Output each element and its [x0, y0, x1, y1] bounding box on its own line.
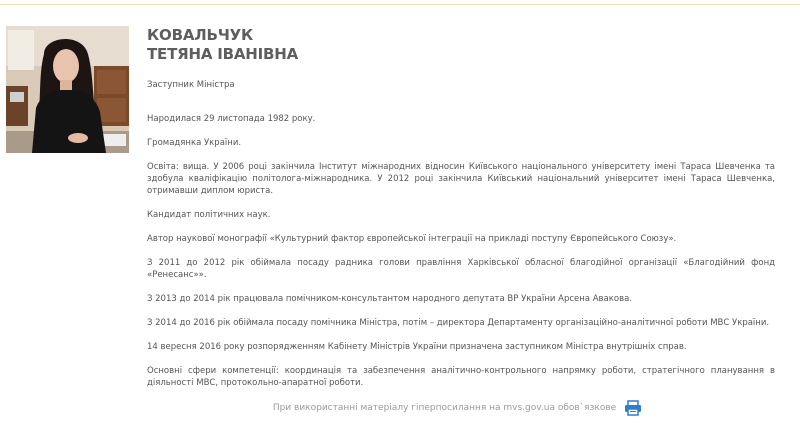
- top-divider: [0, 4, 800, 5]
- bio-paragraph: Народилася 29 листопада 1982 року.: [147, 114, 316, 124]
- portrait-photo: [6, 26, 129, 153]
- person-name: [147, 26, 775, 64]
- page-footer: [0, 400, 800, 420]
- bio-paragraph: 14 вересня 2016 року розпорядженням Кабінету Міністрів України призначена заступником Міністра внутрішніх справ.: [147, 342, 687, 352]
- person-given-names: ТЕТЯНА ІВАНІВНА: [147, 45, 298, 63]
- printer-icon[interactable]: [624, 400, 642, 416]
- biography: [147, 113, 775, 389]
- hyperlink-notice: При використанні матеріалу гіперпосилання на mvs.gov.ua обов`язкове: [272, 403, 617, 413]
- bio-paragraph: З 2011 до 2012 рік обіймала посаду радника голови правління Харківської обласної благодійної організації «Благодійний фонд «Ренесанс»».: [147, 258, 775, 280]
- bio-paragraph: Автор наукової монографії «Культурний фактор європейської інтеграції на прикладі поступу Європейського Союзу».: [147, 234, 677, 244]
- bio-paragraph: З 2013 до 2014 рік працювала помічником-консультантом народного депутата ВР України Арсена Авакова.: [147, 294, 632, 304]
- person-surname: КОВАЛЬЧУК: [147, 26, 254, 44]
- bio-paragraph: Громадянка України.: [147, 138, 242, 148]
- bio-paragraph: З 2014 до 2016 рік обіймала посаду помічника Міністра, потім – директора Департаменту організаційно-аналітичної роботи МВС України.: [147, 318, 770, 328]
- bio-paragraph: Освіта: вища. У 2006 році закінчила Інститут міжнародних відносин Київського національного університету імені Тараса Шевченка та здобула кваліфікацію політолога-міжнародника. У 2012 році закінчила Київський національний університет імені Тараса Шевченка, отримавши диплом юриста.: [147, 162, 775, 196]
- profile-content: [147, 26, 775, 401]
- bio-paragraph: Основні сфери компетенції: координація та забезпечення аналітично-контрольного напрямку роботи, стратегічного планування в діяльності МВС, протокольно-апаратної роботи.: [147, 366, 775, 388]
- person-position: Заступник Міністра: [147, 80, 235, 90]
- bio-paragraph: Кандидат політичних наук.: [147, 210, 271, 220]
